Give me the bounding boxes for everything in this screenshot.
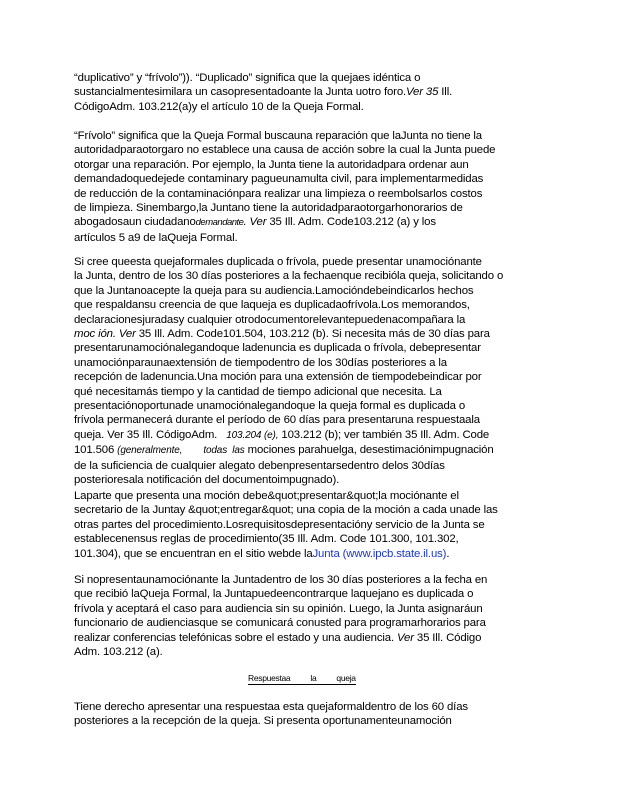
heading-word: queja [336,673,356,683]
paragraph-no-motion [74,573,546,659]
text-line: otorgar una reparación. Por ejemplo, la Junta tiene la autoridadpara ordenar aun [74,158,469,171]
term-demandante: demandante [195,217,244,229]
text-line: Tiene derecho apresentar una respuestaa esta quejaformaldentro de los 60 días [74,701,468,713]
text-line: Adm. 103.212 (a). [74,646,163,659]
text-line: que respaldansu creencia de que laqueja es duplicadaofrívola.Los memorandos, [74,299,470,312]
citation-ref: moc ión. Ver [74,328,136,341]
text-line: funcionario de audienciasque se comunicará conusted para programarhorarios para [74,617,486,630]
heading-word: Respuestaa [248,673,291,683]
text-segment: queja. Ver 35 Ill. CódigoAdm. [74,428,218,441]
text-line: que la Juntanoacepte la queja para su audiencia.Lamocióndebeindicarlos hechos [74,284,474,297]
text-line: declaracionesjuradasy cualquier otrodocumentorelevantepuedenacompañara la [74,313,466,326]
heading-word: la [310,673,317,683]
section-heading-respuesta [248,673,356,685]
text-line: demandadoquedejede contaminary pagueunamulta civil, para implementarmedidas [74,173,484,186]
paragraph-duplicado-definition [74,71,546,114]
text-line: de reducción de la contaminaciónpara realizar una limpieza o reembolsarlos costos [74,187,483,200]
text-segment: mociones parahuelga, desestimaciónimpugnación [244,444,494,457]
text-line: que recibió laQueja Formal, la Juntapuedeencontrarque laquejano es duplicada o [74,588,474,601]
text-line: presentaciónoportunade unamociónalegandoque la queja formal es duplicada o [74,400,466,413]
text-line: qué necesitamás tiempo y la cantidad de tiempo adicional que necesita. La [74,385,442,398]
text-line: autoridadparaotorgaro no establece una causa de acción sobre la cual la Junta puede [74,144,496,157]
text-line: de limpieza. Sinembargo,la Juntano tiene la autoridadparaotorgarhonorarios de [74,202,463,215]
citation-ref: 103.204 (e), [226,429,279,441]
text-line: “duplicativo” y “frívolo”)). “Duplicado” significa que la quejaes idéntica o [74,72,421,84]
text-segment: realizar conferencias telefónicas sobre el estado y una audiencia. [74,631,394,644]
text-line: “Frívolo” significa que la Queja Formal buscauna reparación que laJunta no tiene la [74,130,482,142]
text-line: frívola y aceptará el caso para audiencia sin su opinión. Luego, la Junta asignaráun [74,602,483,615]
text-line: artículos 5 a9 de laQueja Formal. [74,231,238,244]
text-line [74,428,546,443]
citation-ref: . Ver [243,216,267,229]
text-segment: 35 Ill. Código [413,631,482,644]
text-segment: 35 Ill. Adm. Code103.212 (a) y los [266,216,436,229]
paragraph-filing-service [74,489,546,561]
paragraph-response-right [74,700,546,729]
text-line: unamociónparaunaextensión de tiempodentro de los 30días posteriores a la [74,356,447,369]
text-line [74,443,546,458]
text-line: de la suficiencia de cualquier alegato debenpresentarsedentro delos 30días [74,459,445,472]
text-segment: 35 Ill. Adm. Code101.504, 103.212 (b). Si necesita más de 30 días para [135,328,490,341]
text-line: presentarunamociónalegandoque ladenuncia es duplicada o frívola, debepresentar [74,342,481,355]
text-line [74,631,546,645]
text-segment: . [446,547,450,560]
text-segment: abogadosaun ciudadano [74,216,196,229]
text-line: frívola permanecerá durante el período de 60 días para presentaruna respuestaala [74,414,480,427]
citation-ref: Ver 35 [406,86,439,99]
text-line [74,85,546,99]
text-line: CódigoAdm. 103.212(a)y el artículo 10 de la Queja Formal. [74,100,364,113]
text-segment: sustancialmentesimilara un casopresentadoante la Junta uotro foro. [74,86,407,99]
text-segment: 101.506 [74,444,118,457]
paragraph-frivolo-definition [74,129,546,245]
text-line: posteriores a la recepción de la queja. Si presenta oportunamenteunamoción [74,715,452,728]
citation-ref: (generalmente, todas las [117,445,245,457]
text-line: Laparte que presenta una moción debe&quot;presentar&quot;la mociónante el [74,490,459,502]
text-line: Si nopresentaunamociónante la Juntadentro de los 30 días posteriores a la fecha en [74,574,488,586]
text-line: secretario de la Juntay &quot;entregar&quot; una copia de la moción a cada unade las [74,504,498,517]
text-segment: 101.304), que se encuentran en el sitio webde la [74,547,313,560]
text-line [74,547,546,561]
paragraph-motion-instructions [74,255,546,488]
text-segment: Ill. [438,86,453,99]
text-segment: 103.212 (b); ver también 35 Ill. Adm. Code [278,428,490,441]
text-line: la Junta, dentro de los 30 días posteriores a la fechaenque recibióla queja, solicitando o [74,270,504,283]
text-line: otras partes del procedimiento.Losrequisitosdepresentacióny servicio de la Junta se [74,518,485,531]
text-line [74,215,546,230]
citation-ref: Ver [397,631,414,644]
text-line [74,327,546,341]
board-website-link[interactable]: Junta (www.ipcb.state.il.us) [312,547,447,560]
text-line: recepción de ladenuncia.Una moción para una extensión de tiempodebeindicar por [74,371,482,384]
text-line: posterioresala notificación del documentoimpugnado). [74,474,340,487]
text-line: establecenensus reglas de procedimiento(35 Ill. Adm. Code 101.300, 101.302, [74,533,459,546]
text-line: Si cree queesta quejaformales duplicada o frívola, puede presentar unamociónante [74,256,482,268]
